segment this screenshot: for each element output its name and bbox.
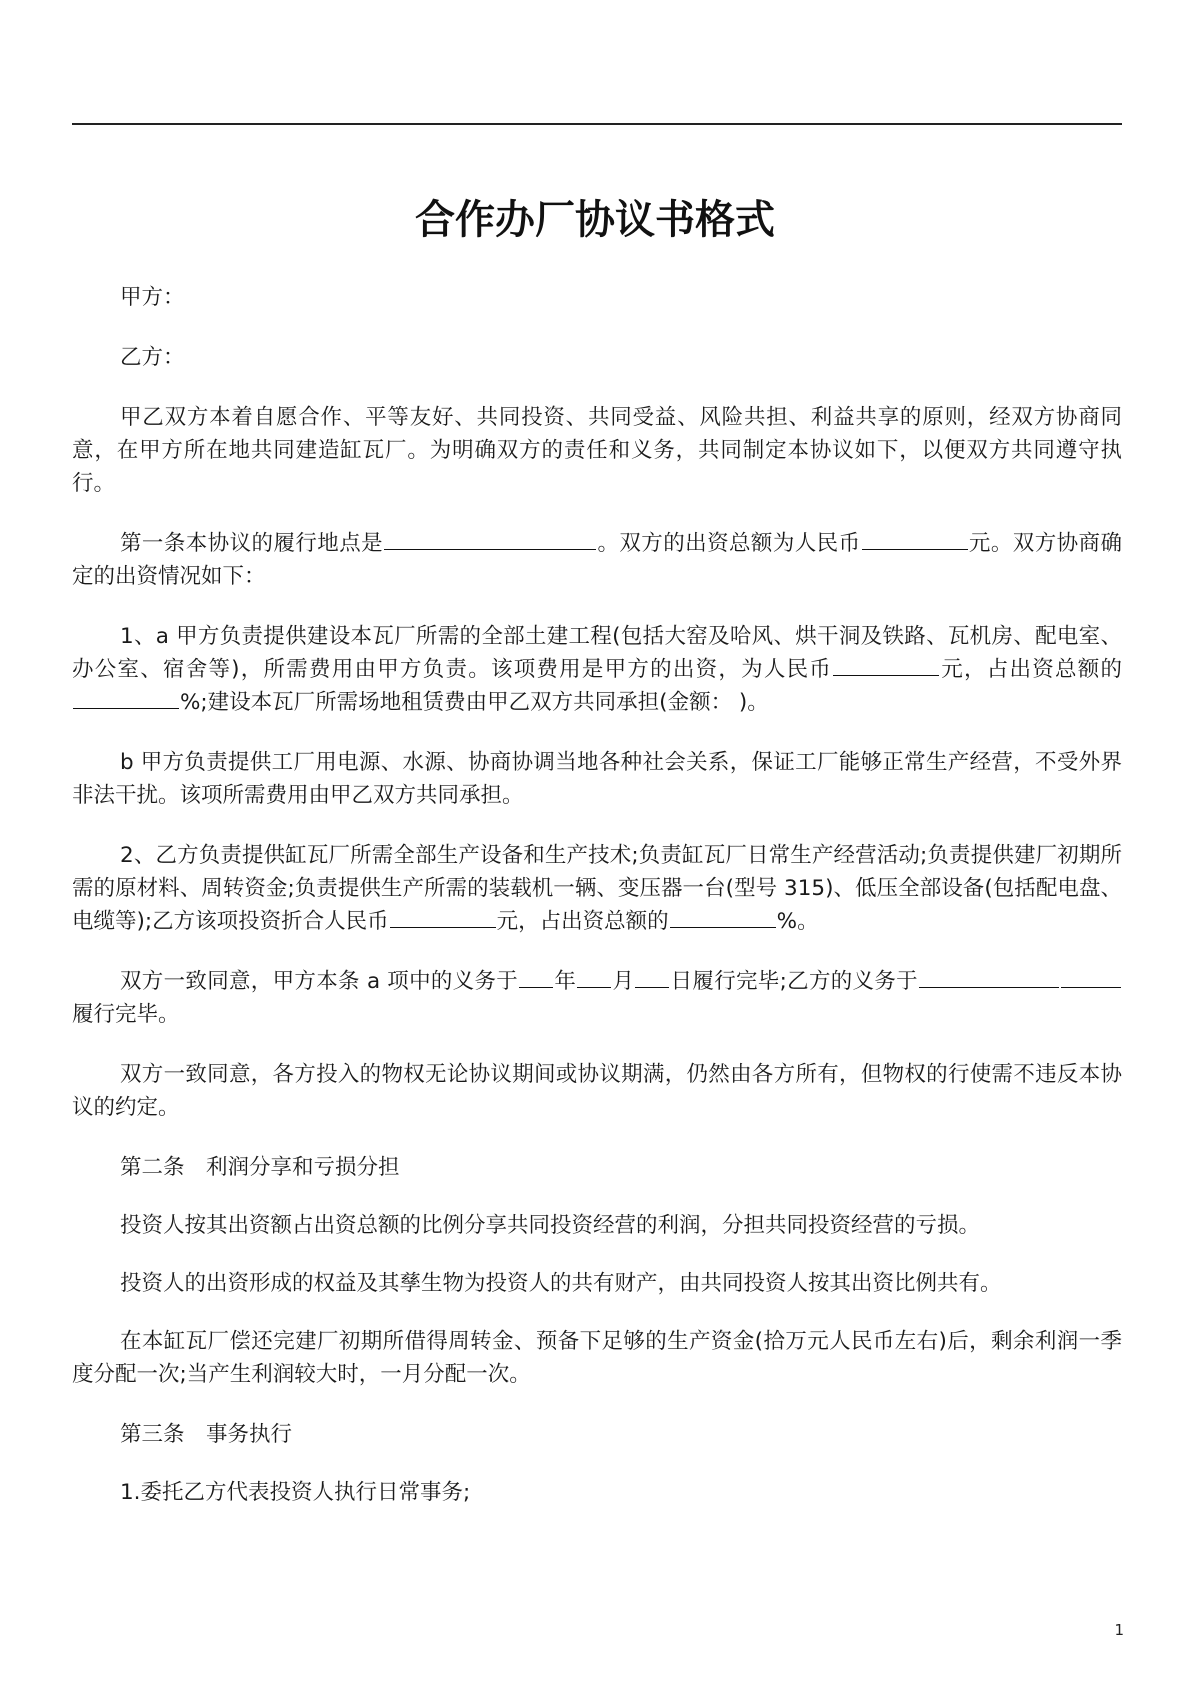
property-paragraph: 双方一致同意，各方投入的物权无论协议期间或协议期满，仍然由各方所有，但物权的行使需不违反本协议的约定。 [72,1062,1122,1120]
fulfillment-text-1: 双方一致同意，甲方本条 a 项中的义务于 [120,969,519,994]
year-blank [519,965,553,988]
intro-paragraph: 甲乙双方本着自愿合作、平等友好、共同投资、共同受益、风险共担、利益共享的原则，经双方协商同意，在甲方所在地共同建造缸瓦厂。为明确双方的责任和义务，共同制定本协议如下，以便双方共同遵守执行。 [72,405,1122,496]
party-b-deadline-blank-continued [1061,965,1121,988]
profit-paragraph-2: 投资人的出资形成的权益及其孳生物为投资人的共有财产，由共同投资人按其出资比例共有。 [120,1271,1002,1296]
clause-1a-paragraph [72,620,1122,719]
header-rule [72,123,1122,125]
party-b-amount-blank [390,905,496,928]
clause-1a-text-1: 1、a 甲方负责提供建设本瓦厂所需的全部土建工程(包括大窑及哈风、烘干洞及铁路、瓦机房、配电室、办公室、宿舍等)，所需费用由甲方负责。该项费用是甲方的出资，为人民币 [72,624,1122,682]
document-title: 合作办厂协议书格式 [415,196,775,243]
year-label: 年 [554,969,577,994]
fulfillment-text-2: 日履行完毕;乙方的义务于 [670,969,918,994]
location-blank [384,527,596,550]
party-a-label: 甲方： [120,285,185,310]
month-label: 月 [612,969,635,994]
profit-paragraph-3: 在本缸瓦厂偿还完建厂初期所借得周转金、预备下足够的生产资金(拾万元人民币左右)后，剩余利润一季度分配一次;当产生利润较大时，一月分配一次。 [72,1329,1122,1387]
fulfillment-paragraph [72,965,1122,1031]
clause-2-paragraph [72,839,1122,938]
fulfillment-text-3: 履行完毕。 [72,1002,180,1027]
month-blank [577,965,611,988]
article-1-paragraph [72,527,1122,593]
clause-1a-text-3: %;建设本瓦厂所需场地租赁费由甲乙双方共同承担(金额： )。 [180,690,769,715]
day-blank [635,965,669,988]
party-b-label: 乙方： [120,345,185,370]
clause-2-text-3: %。 [776,909,819,934]
clause-2-text-1: 2、乙方负责提供缸瓦厂所需全部生产设备和生产技术;负责缸瓦厂日常生产经营活动;负责提供建厂初期所需的原材料、周转资金;负责提供生产所需的装载机一辆、变压器一台(型号 315)、低压全部设备(包括配电盘、电缆等);乙方该项投资折合人民币 [72,843,1122,934]
party-a-amount-blank [833,653,939,676]
clause-1a-text-2: 元，占出资总额的 [940,657,1122,682]
article-3-heading: 第三条 事务执行 [120,1422,293,1447]
article-2-heading: 第二条 利润分享和亏损分担 [120,1155,400,1180]
item-1-paragraph: 1.委托乙方代表投资人执行日常事务; [120,1480,471,1505]
party-b-deadline-blank [919,965,1059,988]
total-investment-blank [862,527,968,550]
article-1-text-1: 第一条本协议的履行地点是 [120,531,384,556]
page-number: 1 [1114,1621,1124,1639]
article-1-text-2: 。双方的出资总额为人民币 [597,531,861,556]
article-1-text-3: 元。双方协商确定的出资情况如下： [72,531,1122,589]
document-body [72,281,1122,1536]
clause-1b-paragraph: b 甲方负责提供工厂用电源、水源、协商协调当地各种社会关系，保证工厂能够正常生产经营，不受外界非法干扰。该项所需费用由甲乙双方共同承担。 [72,750,1122,808]
party-b-percent-blank [670,905,776,928]
clause-2-text-2: 元，占出资总额的 [496,909,669,934]
profit-paragraph-1: 投资人按其出资额占出资总额的比例分享共同投资经营的利润，分担共同投资经营的亏损。 [120,1213,981,1238]
party-a-percent-blank [73,686,179,709]
